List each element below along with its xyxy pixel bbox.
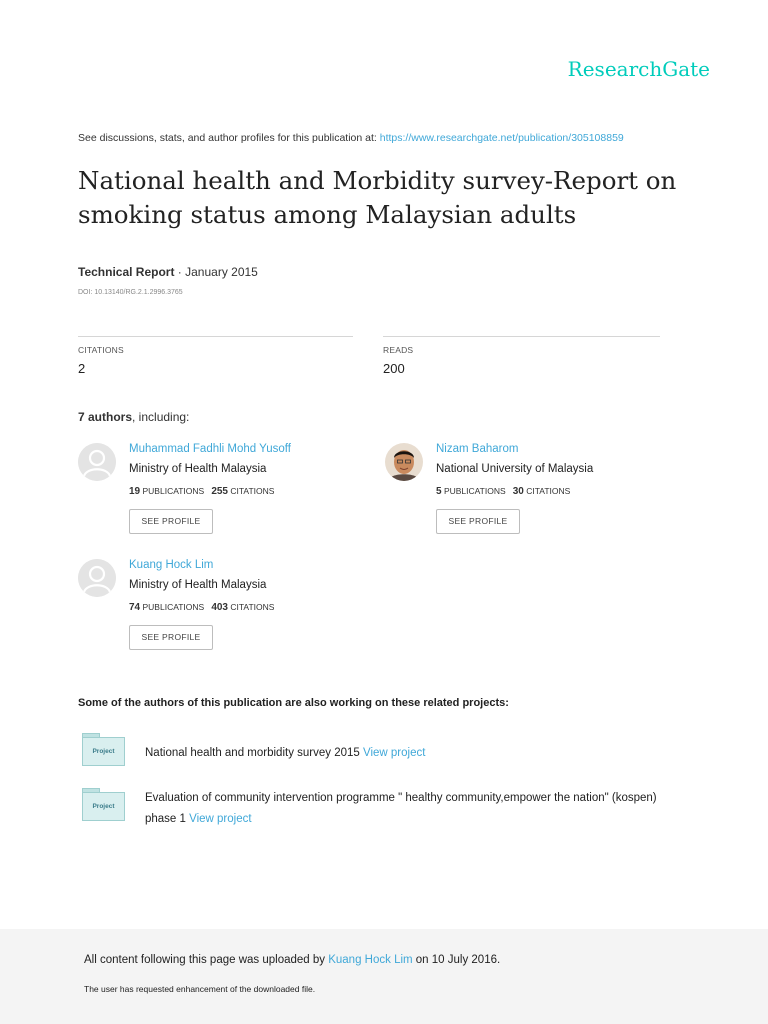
- author-institution: National University of Malaysia: [436, 463, 594, 475]
- authors-heading: [78, 410, 189, 424]
- discussion-text: See discussions, stats, and author profiles for this publication at:: [78, 132, 380, 144]
- publications-label: PUBLICATIONS: [142, 602, 205, 612]
- publications-count: 74: [129, 602, 141, 613]
- citations-count: 403: [211, 602, 228, 613]
- discussion-line: [78, 132, 624, 144]
- project-folder-icon: [82, 788, 124, 820]
- project-title: Evaluation of community intervention programme " healthy community,empower the nation" (kospen) phase 1: [145, 792, 657, 825]
- author-name-link[interactable]: Muhammad Fadhli Mohd Yusoff: [129, 443, 291, 455]
- citations-count: 30: [512, 486, 524, 497]
- reads-count: 200: [383, 361, 405, 376]
- citations-label: CITATIONS: [230, 602, 275, 612]
- avatar[interactable]: [385, 443, 423, 481]
- project-folder-icon: [82, 733, 124, 765]
- author-name-link[interactable]: Kuang Hock Lim: [129, 559, 214, 571]
- default-avatar-icon: [78, 443, 116, 481]
- upload-pre: All content following this page was uploaded by: [84, 954, 329, 966]
- doi: DOI: 10.13140/RG.2.1.2996.3765: [78, 289, 183, 296]
- publication-meta: [78, 265, 258, 279]
- view-project-link[interactable]: View project: [363, 747, 426, 759]
- reads-label: READS: [383, 345, 414, 355]
- default-avatar-icon: [78, 559, 116, 597]
- footer: [0, 929, 768, 1024]
- enhancement-note: The user has requested enhancement of the downloaded file.: [84, 984, 316, 994]
- project-text: [145, 788, 675, 830]
- citations-label: CITATIONS: [526, 486, 571, 496]
- publications-count: 5: [436, 486, 442, 497]
- see-profile-button[interactable]: SEE PROFILE: [129, 509, 213, 534]
- researchgate-logo[interactable]: ResearchGate: [567, 57, 710, 81]
- avatar[interactable]: [78, 443, 116, 481]
- upload-info: [84, 954, 500, 966]
- see-profile-button[interactable]: SEE PROFILE: [436, 509, 520, 534]
- avatar[interactable]: [78, 559, 116, 597]
- publication-type: Technical Report: [78, 265, 175, 279]
- see-profile-button[interactable]: SEE PROFILE: [129, 625, 213, 650]
- project-folder-label: Project: [82, 792, 125, 821]
- project-text: [145, 743, 675, 764]
- publication-date: · January 2015: [174, 265, 258, 279]
- citations-label: CITATIONS: [78, 345, 124, 355]
- related-projects-heading: Some of the authors of this publication are also working on these related projects:: [78, 697, 509, 709]
- author-photo: [385, 443, 423, 481]
- citations-label: CITATIONS: [230, 486, 275, 496]
- divider-citations: [78, 336, 353, 337]
- publications-label: PUBLICATIONS: [443, 486, 506, 496]
- citations-count: 2: [78, 361, 86, 376]
- author-name-link[interactable]: Nizam Baharom: [436, 443, 519, 455]
- project-folder-label: Project: [82, 737, 125, 766]
- upload-post: on 10 July 2016.: [412, 954, 501, 966]
- authors-count: 7 authors: [78, 410, 133, 424]
- project-title: National health and morbidity survey 2015: [145, 747, 363, 759]
- publication-title: National health and Morbidity survey-Report on smoking status among Malaysian adults: [78, 166, 677, 229]
- uploader-link[interactable]: Kuang Hock Lim: [328, 954, 413, 966]
- author-institution: Ministry of Health Malaysia: [129, 463, 267, 475]
- authors-including: , including:: [132, 410, 190, 424]
- author-stats: [436, 486, 570, 497]
- author-stats: [129, 486, 274, 497]
- author-institution: Ministry of Health Malaysia: [129, 579, 267, 591]
- publication-url-link[interactable]: https://www.researchgate.net/publication/305108859: [379, 132, 624, 144]
- citations-count: 255: [211, 486, 228, 497]
- author-stats: [129, 602, 274, 613]
- divider-reads: [383, 336, 660, 337]
- view-project-link[interactable]: View project: [189, 813, 252, 825]
- publications-count: 19: [129, 486, 141, 497]
- publications-label: PUBLICATIONS: [142, 486, 205, 496]
